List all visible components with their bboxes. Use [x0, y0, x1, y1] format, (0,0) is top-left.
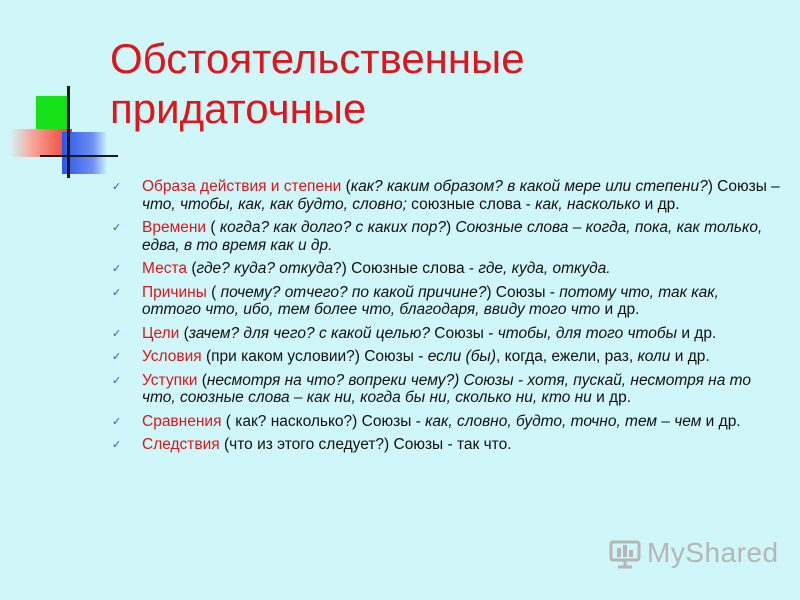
plain-text: и др. [701, 412, 741, 430]
clause-term: Места [142, 260, 188, 277]
plain-text: ( [206, 283, 221, 301]
plain-text: ( как? насколько?) Союзы - [221, 412, 426, 430]
plain-text: ?) Союзные слова - [333, 260, 479, 277]
italic-text: потому что, так как, оттого что, ибо, тем более что, благодаря, ввиду того что [142, 283, 719, 318]
clause-term: Сравнения [142, 412, 222, 430]
italic-text: как? каким образом? в какой мере или степени? [350, 178, 708, 195]
checkmark-icon: ✓ [112, 439, 122, 451]
clause-term: Условия [142, 348, 202, 365]
checkmark-icon: ✓ [112, 374, 122, 387]
checkmark-icon: ✓ [112, 415, 122, 428]
italic-text: что, чтобы, как, как будто, словно; [142, 195, 407, 213]
italic-text: чтобы, для того чтобы [497, 324, 678, 342]
plain-text: ( [206, 219, 220, 236]
italic-text: как, словно, будто, точно, тем – чем [425, 412, 702, 430]
italic-text: если (бы) [427, 348, 496, 365]
list-item [110, 260, 780, 278]
plain-text: ( [197, 371, 207, 389]
plain-text: (что из этого следует?) Союзы - так что. [219, 436, 512, 453]
list-item [110, 348, 780, 366]
italic-text: где? куда? откуда [196, 260, 334, 277]
horizontal-line [40, 155, 118, 157]
plain-text: ( [187, 260, 197, 277]
clause-term: Уступки [142, 371, 198, 389]
clause-term: Следствия [142, 436, 220, 453]
list-item [110, 219, 780, 254]
vertical-line [67, 86, 70, 178]
list-item [110, 436, 780, 454]
plain-text: , когда, ежели, раз, [496, 348, 638, 365]
plain-text: ) Союзы - [486, 283, 560, 301]
plain-text: и др. [600, 301, 640, 318]
green-square [36, 96, 68, 130]
italic-text: где, куда, откуда. [478, 260, 611, 277]
clause-term: Причины [142, 283, 207, 301]
list-item [110, 178, 780, 213]
slide-title [110, 34, 525, 134]
checkmark-icon: ✓ [112, 222, 122, 234]
watermark [607, 533, 779, 573]
italic-text: почему? отчего? по какой причине? [220, 283, 487, 301]
plain-text: Союзы - [429, 324, 498, 342]
myshared-logo-icon [607, 535, 643, 571]
checkmark-icon: ✓ [112, 286, 122, 299]
italic-text: коли [637, 348, 671, 365]
checkmark-icon: ✓ [112, 327, 122, 340]
italic-text: Союзные слова – когда, пока, как только, едва, в то время как и др. [142, 219, 763, 254]
list-item [110, 325, 780, 343]
checkmark-icon: ✓ [112, 181, 122, 193]
list-item [110, 372, 780, 407]
italic-text: зачем? для чего? с какой целью? [188, 324, 430, 342]
list-item [110, 413, 780, 431]
plain-text: и др. [591, 389, 632, 406]
clause-list [110, 178, 780, 460]
plain-text: союзные слова - [406, 195, 536, 213]
plain-text: ) [445, 219, 456, 236]
italic-text: когда? как долго? с каких пор? [219, 219, 446, 236]
plain-text: ( [341, 178, 351, 195]
plain-text: ( [179, 324, 189, 342]
title-line-1: Обстоятельственные [110, 35, 525, 82]
clause-term: Времени [142, 219, 207, 236]
italic-text: как, насколько [535, 195, 641, 213]
list-item [110, 284, 780, 319]
clause-term: Цели [142, 324, 180, 342]
plain-text: и др. [670, 348, 710, 365]
plain-text: и др. [677, 324, 717, 342]
title-line-2: придаточные [110, 85, 367, 132]
plain-text: (при каком условии?) Союзы - [201, 348, 428, 365]
clause-term: Образа действия и степени [142, 178, 342, 195]
checkmark-icon: ✓ [112, 263, 122, 275]
italic-text: несмотря на что? вопреки чему?) Союзы - хотя, пускай, несмотря на то что, союзные слова – как ни, когда бы ни, сколько ни, кто ни [142, 371, 751, 406]
plain-text: и др. [640, 195, 680, 213]
watermark-text: MyShared [647, 537, 779, 568]
decorative-squares [0, 0, 120, 190]
plain-text: ) Союзы – [707, 178, 780, 195]
checkmark-icon: ✓ [112, 351, 122, 363]
